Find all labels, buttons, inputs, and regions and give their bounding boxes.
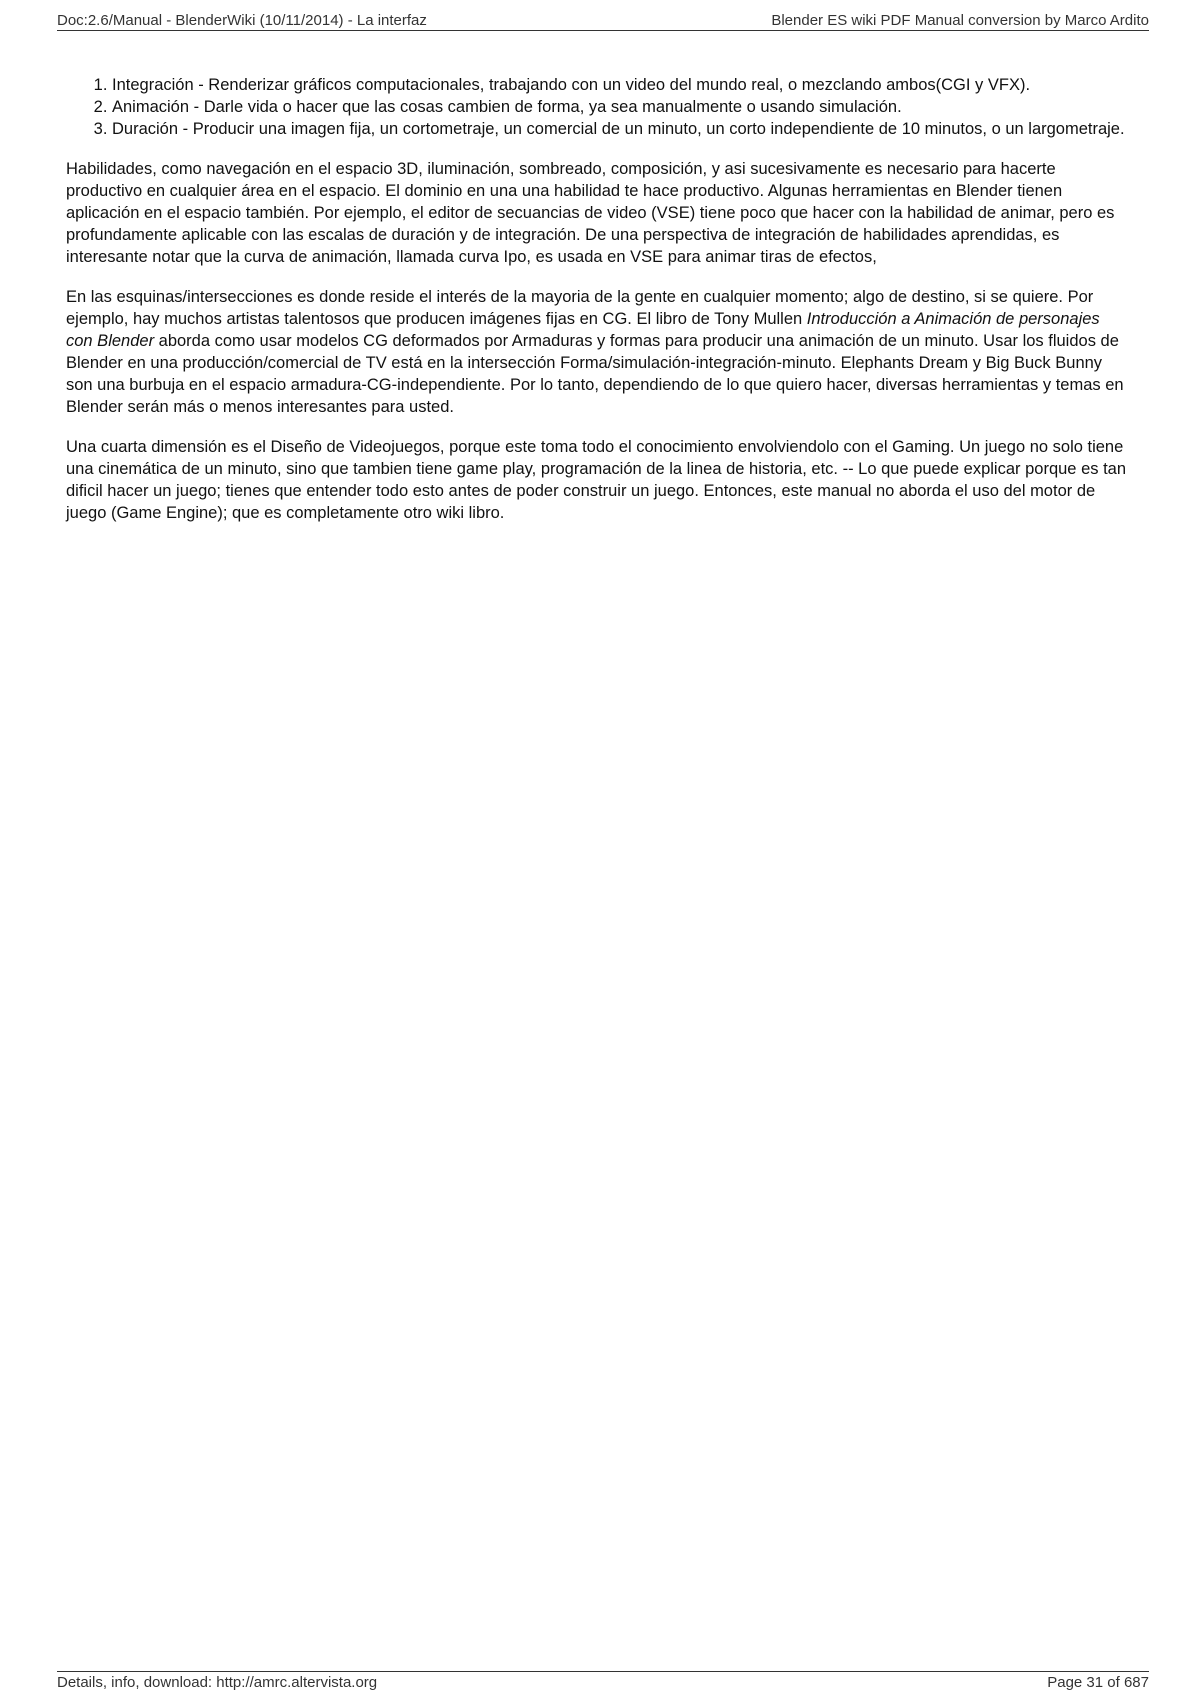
list-item: 3. Duración - Producir una imagen fija, un cortometraje, un comercial de un minuto, un corto independiente de 10 minutos, o un largometraje. (112, 118, 1128, 140)
list-item: 1. Integración - Renderizar gráficos computacionales, trabajando con un video del mundo real, o mezclando ambos(CGI y VFX). (112, 74, 1128, 96)
paragraph-intersections-text-b: aborda como usar modelos CG deformados por Armaduras y formas para producir una animación de un minuto. Usar los fluidos de Blender en una producción/comercial de TV está en la intersección Forma/simulación-integración-minuto. Elephants Dream y Big Buck Bunny son una burbuja en el espacio armadura-CG-independiente. Por lo tanto, dependiendo de lo que quiero hacer, diversas herramientas y temas en Blender serán más o menos interesantes para usted. (66, 332, 1124, 416)
list-item: 2. Animación - Darle vida o hacer que las cosas cambien de forma, ya sea manualmente o usando simulación. (112, 96, 1128, 118)
footer-details-link: Details, info, download: http://amrc.altervista.org (57, 1673, 378, 1691)
page-footer (57, 1671, 1149, 1692)
header-doc-title: Doc:2.6/Manual - BlenderWiki (10/11/2014) - La interfaz (57, 11, 427, 29)
paragraph-game-design: Una cuarta dimensión es el Diseño de Videojuegos, porque este toma todo el conocimiento envolviendolo con el Gaming. Un juego no solo tiene una cinemática de un minuto, sino que tambien tiene game play, programación de la linea de historia, etc. -- Lo que puede explicar porque es tan dificil hacer un juego; tienes que entender todo esto antes de poder construir un juego. Entonces, este manual no aborda el uso del motor de juego (Game Engine); que es completamente otro wiki libro. (66, 438, 1127, 522)
paragraph-intersections (66, 286, 1128, 418)
document-body (66, 74, 1128, 542)
page-header (57, 10, 1149, 31)
paragraph-intersections-text-a: En las esquinas/intersecciones es donde reside el interés de la mayoria de la gente en cualquier momento; algo de destino, si se quiere. Por ejemplo, hay muchos artistas talentosos que producen imágenes fijas en CG. El libro de Tony Mullen (66, 288, 1094, 328)
paragraph-skills: Habilidades, como navegación en el espacio 3D, iluminación, sombreado, composición, y asi sucesivamente es necesario para hacerte productivo en cualquier área en el espacio. El dominio en una una habilidad te hace productivo. Algunas herramientas en Blender tienen aplicación en el espacio también. Por ejemplo, el editor de secuancias de video (VSE) tiene poco que hacer con la habilidad de animar, pero es profundamente aplicable con las escalas de duración y de integración. De una perspectiva de integración de habilidades aprendidas, es interesante notar que la curva de animación, llamada curva Ipo, es usada en VSE para animar tiras de efectos, (66, 160, 1115, 266)
page-number: Page 31 of 687 (1047, 1673, 1149, 1691)
header-conversion-credit: Blender ES wiki PDF Manual conversion by Marco Ardito (771, 11, 1149, 29)
skills-list (66, 74, 1128, 140)
book-title: Introducción a Animación de personajes con Blender (66, 310, 1100, 350)
